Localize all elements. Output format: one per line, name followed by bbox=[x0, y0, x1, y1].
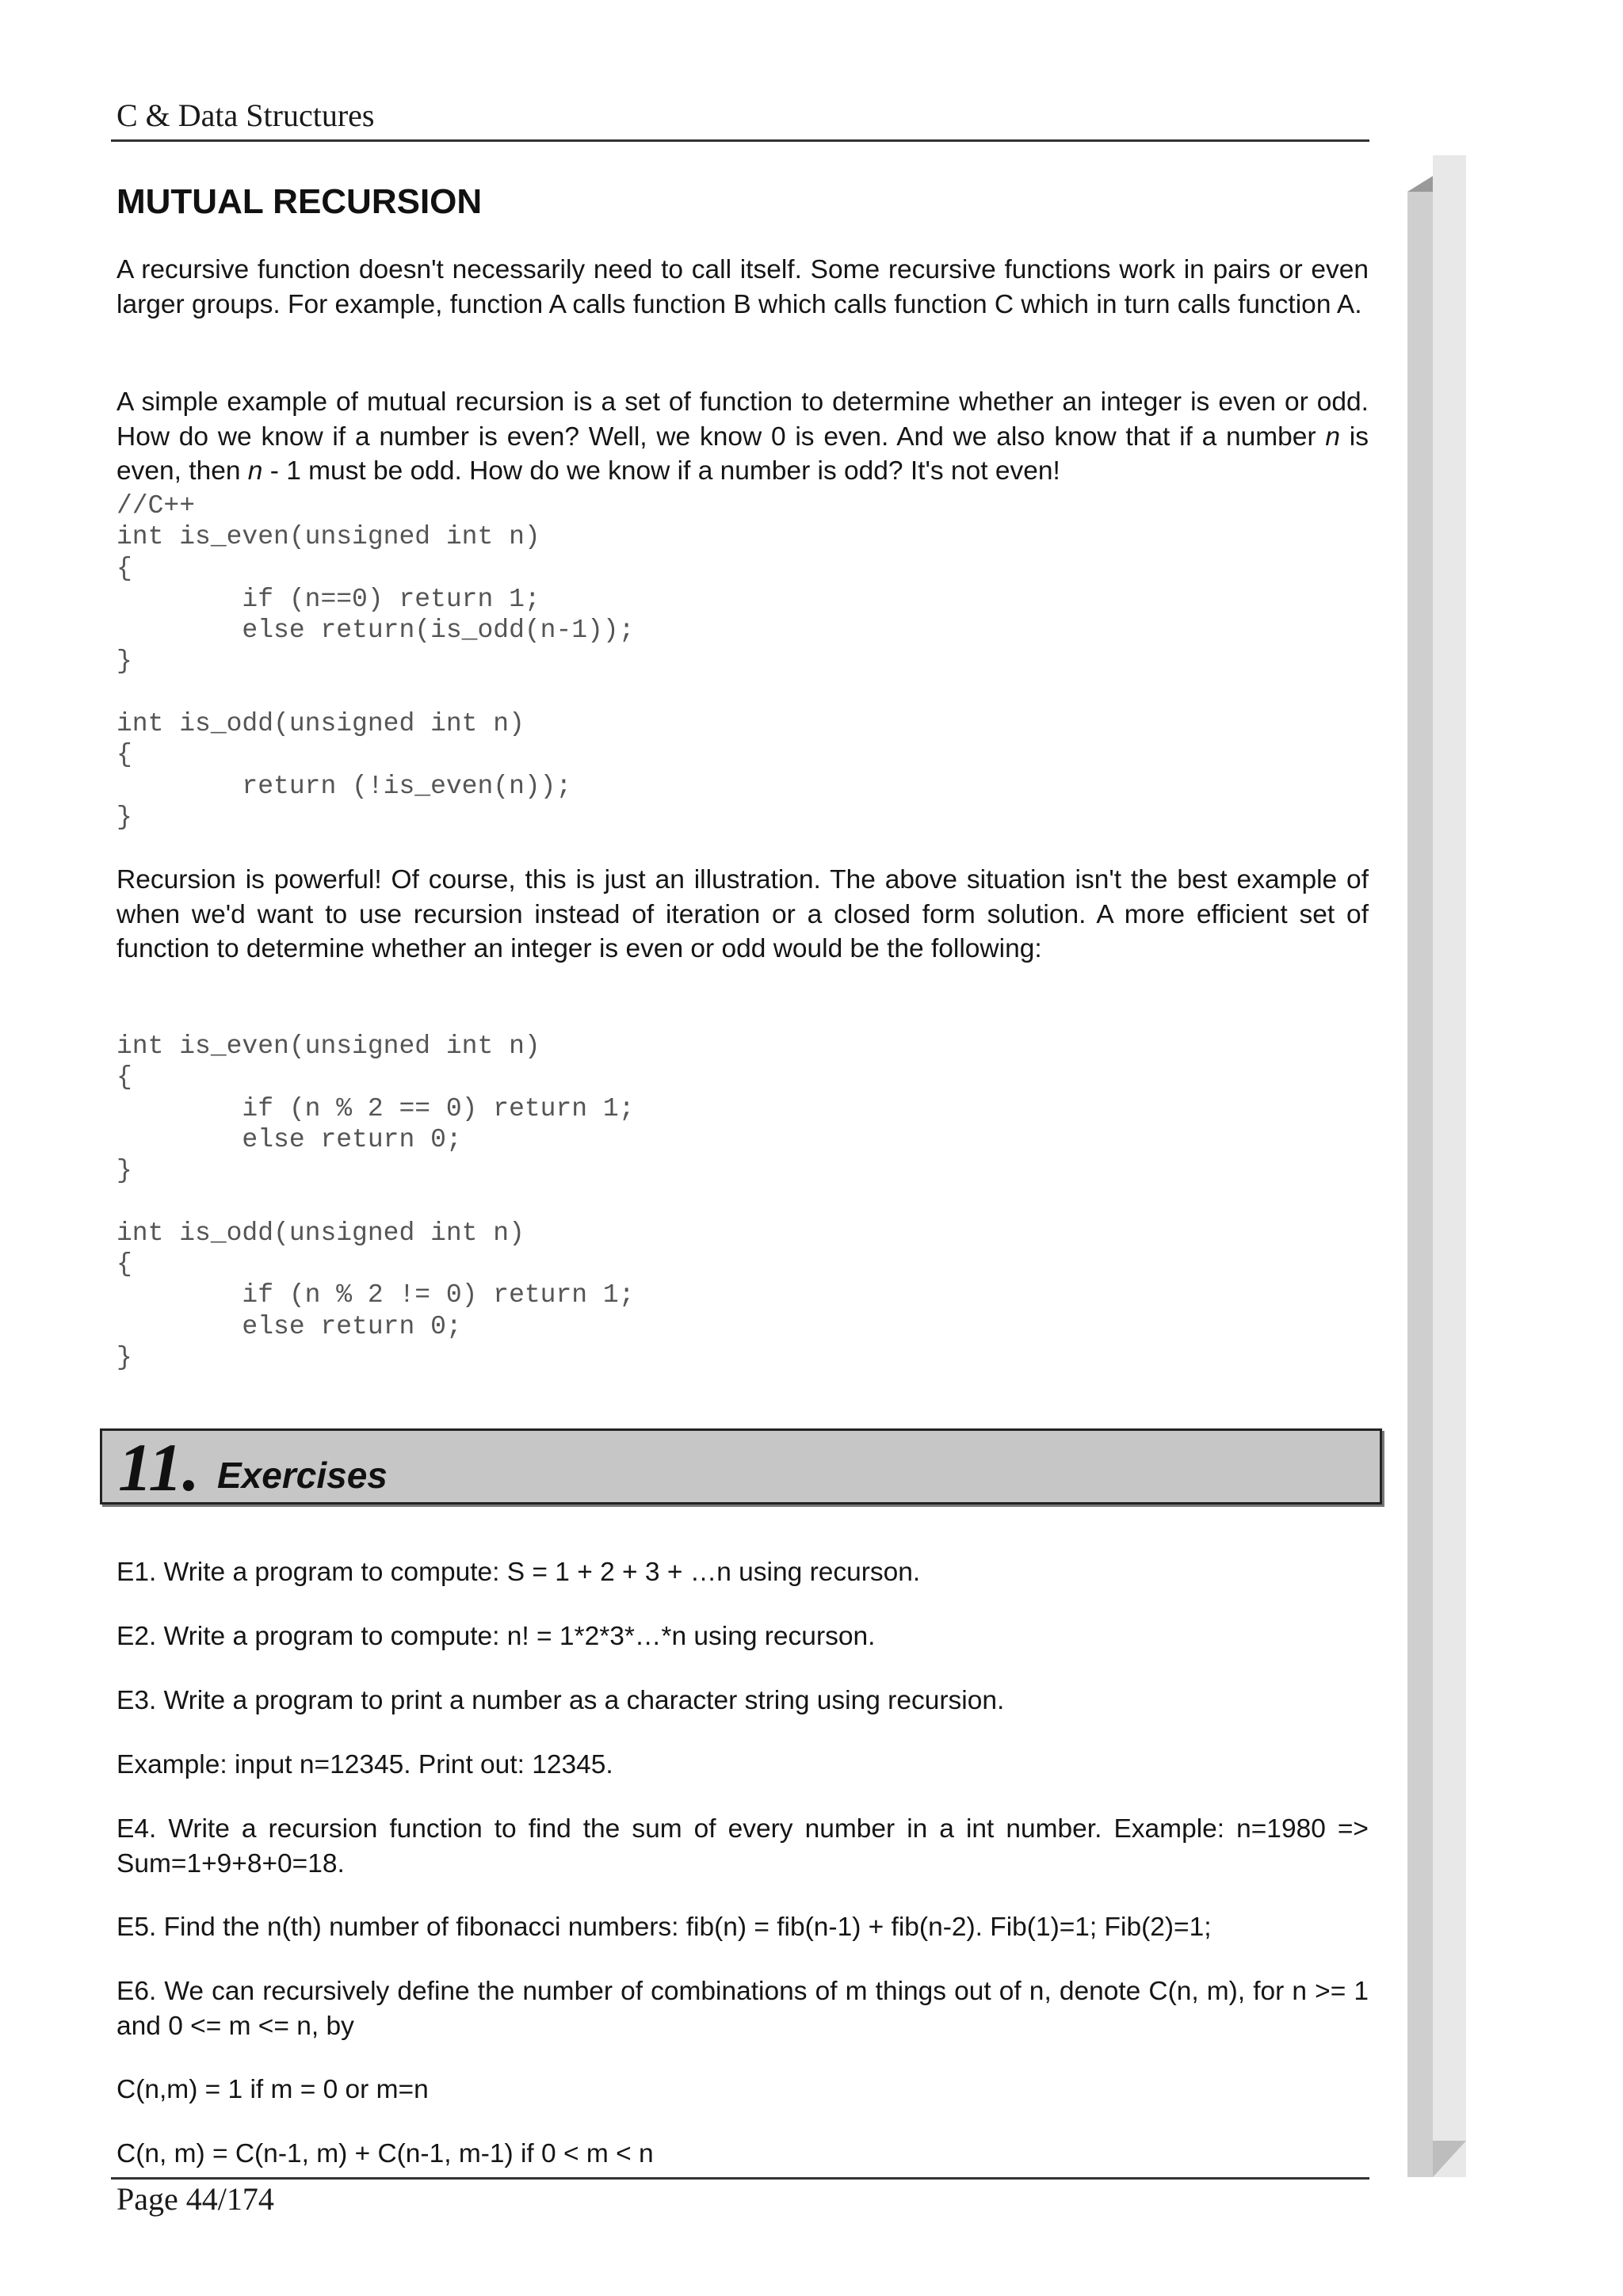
variable-n: n bbox=[247, 456, 263, 486]
page-edge-face bbox=[1407, 192, 1433, 2177]
running-header: C & Data Structures bbox=[116, 97, 375, 133]
chapter-number: 11. bbox=[118, 1429, 200, 1505]
page-edge-decoration bbox=[1407, 155, 1466, 2177]
exercise-e6-formula-1: C(n,m) = 1 if m = 0 or m=n bbox=[116, 2075, 429, 2104]
exercise-e2: E2. Write a program to compute: n! = 1*2*3*…*n using recurson. bbox=[116, 1622, 876, 1651]
page-edge-foot bbox=[1433, 2141, 1466, 2177]
paragraph-text: - 1 must be odd. How do we know if a number is odd? It's not even! bbox=[262, 456, 1060, 486]
header-rule bbox=[111, 139, 1369, 142]
variable-n: n bbox=[1325, 421, 1341, 452]
paragraph-text: A simple example of mutual recursion is a set of function to determine whether an integer is even or odd. How do we know if a number is even? Well, we know 0 is even. And we also know that if a number bbox=[116, 387, 1369, 452]
chapter-heading-box bbox=[100, 1428, 1382, 1505]
exercise-e4: E4. Write a recursion function to find the sum of every number in a int number. Example: n=1980 => Sum=1+9+8+0=18. bbox=[116, 1814, 1369, 1878]
page-number: Page 44/174 bbox=[116, 2181, 274, 2217]
code-block-efficient: int is_even(unsigned int n) { if (n % 2 == 0) return 1; else return 0; } int is_odd(unsigned int n) { if (n % 2 != 0) return 1; else return 0; } bbox=[116, 1032, 635, 1372]
exercise-e6: E6. We can recursively define the number of combinations of m things out of n, denote C(n, m), for n >= 1 and 0 <= m <= n, by bbox=[116, 1977, 1369, 2041]
section-heading: MUTUAL RECURSION bbox=[116, 182, 483, 221]
exercise-e3: E3. Write a program to print a number as a character string using recursion. bbox=[116, 1686, 1005, 1715]
exercise-e5: E5. Find the n(th) number of fibonacci numbers: fib(n) = fib(n-1) + fib(n-2). Fib(1)=1; Fib(2)=1; bbox=[116, 1913, 1212, 1942]
paragraph-intro: A recursive function doesn't necessarily need to call itself. Some recursive functions work in pairs or even larger groups. For example, function A calls function B which calls function C which in turn calls function A. bbox=[116, 255, 1369, 319]
footer-rule bbox=[111, 2177, 1369, 2180]
paragraph-text: is even, then bbox=[116, 421, 1369, 486]
exercise-e1: E1. Write a program to compute: S = 1 + 2 + 3 + …n using recurson. bbox=[116, 1558, 921, 1587]
code-block-mutual: //C++ int is_even(unsigned int n) { if (n==0) return 1; else return(is_odd(n-1)); } int is_odd(unsigned int n) { return (!is_even(n)); } bbox=[116, 491, 635, 832]
page-edge-depth bbox=[1433, 155, 1466, 2177]
paragraph-even-odd bbox=[116, 385, 1369, 489]
paragraph-recursion-powerful: Recursion is powerful! Of course, this is just an illustration. The above situation isn't the best example of when we'd want to use recursion instead of iteration or a closed form solution. A more efficient set of function to determine whether an integer is even or odd would be the following: bbox=[116, 865, 1369, 963]
exercise-e6-formula-2: C(n, m) = C(n-1, m) + C(n-1, m-1) if 0 < m < n bbox=[116, 2139, 654, 2168]
chapter-title: Exercises bbox=[217, 1455, 388, 1496]
exercise-e3-example: Example: input n=12345. Print out: 12345. bbox=[116, 1750, 613, 1779]
